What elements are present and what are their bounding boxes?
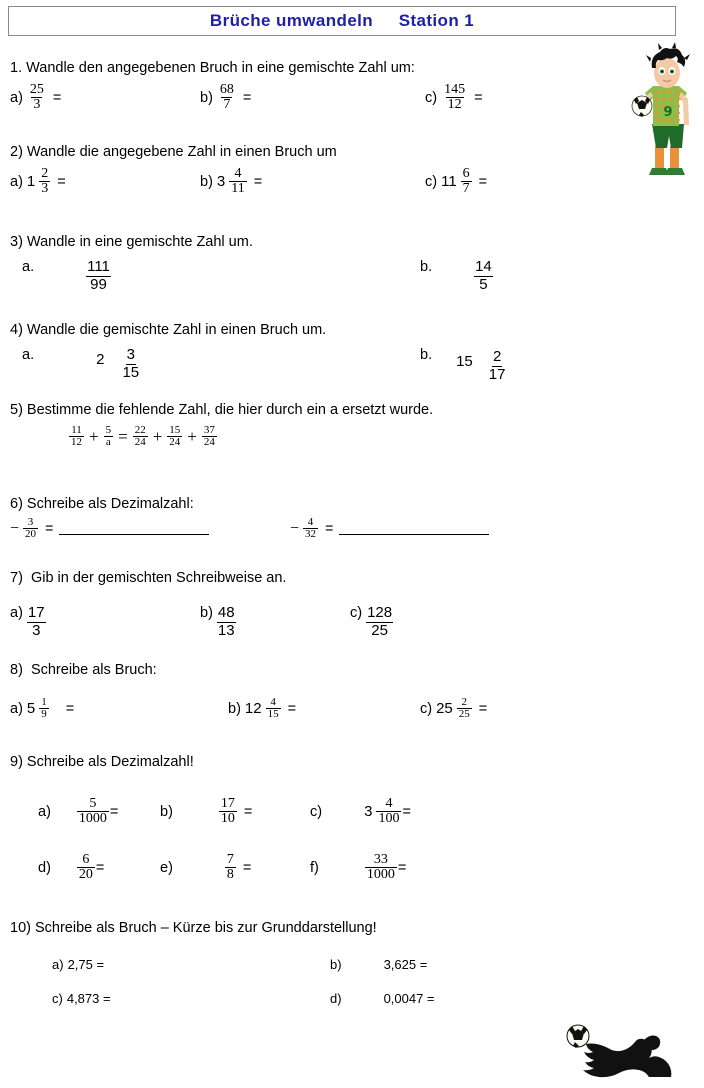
fraction xyxy=(376,797,401,827)
fraction xyxy=(77,797,109,827)
item-label: a. xyxy=(22,347,35,363)
denominator: 12 xyxy=(71,436,82,449)
operator-plus: + xyxy=(89,426,99,446)
task-10-item-c xyxy=(52,991,111,1006)
numerator: 4 xyxy=(385,796,393,811)
task-7-item-c xyxy=(350,605,393,640)
soccer-boy-image xyxy=(628,42,700,188)
denominator: 24 xyxy=(134,436,146,449)
task-1-prompt: 1. Wandle den angegebenen Bruch in eine gemischte Zahl um: xyxy=(10,60,415,76)
equals-sign: = xyxy=(253,173,263,190)
task-7-item-b xyxy=(200,605,236,640)
numerator: 2 xyxy=(41,166,49,181)
equals-sign: = xyxy=(45,520,54,537)
task-5 xyxy=(10,402,433,448)
numerator: 33 xyxy=(373,852,388,867)
item-label: b) xyxy=(160,803,173,820)
denominator: 24 xyxy=(169,436,181,449)
numerator: 2 xyxy=(492,348,502,365)
denominator: 7 xyxy=(462,181,470,197)
fraction xyxy=(27,605,46,640)
fraction xyxy=(23,517,38,540)
task-2-item-a xyxy=(10,167,66,197)
task-2-prompt: 2) Wandle die angegebene Zahl in einen Bruch um xyxy=(10,144,337,160)
denominator: 9 xyxy=(41,708,47,721)
fraction xyxy=(488,349,507,384)
numerator: 48 xyxy=(217,604,235,621)
task-4-prompt: 4) Wandle die gemischte Zahl in einen Bruch um. xyxy=(10,322,327,338)
equals-sign: = xyxy=(243,803,253,820)
task-7-prompt: 7) Gib in der gemischten Schreibweise an. xyxy=(10,570,287,586)
task-6-item-a xyxy=(10,517,209,540)
operator-equals: = xyxy=(118,426,128,446)
numerator: 145 xyxy=(444,82,466,97)
task-9-prompt: 9) Schreibe als Dezimalzahl! xyxy=(10,754,194,770)
numerator: 3 xyxy=(126,346,135,363)
numerator: 111 xyxy=(87,258,110,275)
fraction xyxy=(457,697,472,720)
denominator: 12 xyxy=(447,97,462,113)
task-7-item-a xyxy=(10,605,46,640)
numerator: 5 xyxy=(105,424,112,436)
minus-sign: − xyxy=(290,519,300,537)
task-10-item-a xyxy=(52,957,104,972)
fraction xyxy=(86,259,111,294)
task-3-item-b xyxy=(420,259,493,294)
equals-sign: = xyxy=(52,89,62,106)
numerator: 2 xyxy=(461,696,468,708)
task-4 xyxy=(10,322,670,391)
jersey-number: 9 xyxy=(663,105,673,120)
goalkeeper-silhouette-image xyxy=(548,1018,696,1080)
equals-sign: = xyxy=(57,173,66,190)
denominator: 1000 xyxy=(78,811,107,827)
item-label: f) xyxy=(310,859,319,876)
task-9-item-b xyxy=(160,797,252,827)
item-label: b. xyxy=(420,347,433,363)
task-2-item-c xyxy=(425,167,487,197)
item-label: a) xyxy=(10,89,23,106)
denominator: 25 xyxy=(371,621,388,639)
page-title: Brüche umwandeln Station 1 xyxy=(209,11,475,30)
item-value: 0,0047 = xyxy=(383,991,435,1006)
equals-sign: = xyxy=(95,859,105,876)
answer-blank[interactable] xyxy=(59,523,209,535)
task-2-item-b xyxy=(200,167,262,197)
task-3-prompt: 3) Wandle in eine gemischte Zahl um. xyxy=(10,234,253,250)
item-label: d) xyxy=(330,991,342,1006)
task-9-item-a xyxy=(38,797,118,827)
numerator: 4 xyxy=(307,516,314,528)
task-4-item-b xyxy=(420,347,506,384)
denominator: 20 xyxy=(78,867,93,883)
task-6-prompt: 6) Schreibe als Dezimalzahl: xyxy=(10,496,194,512)
denominator: 3 xyxy=(41,181,49,197)
task-10-prompt: 10) Schreibe als Bruch – Kürze bis zur Grunddarstellung! xyxy=(10,920,377,936)
numerator: 3 xyxy=(27,516,34,528)
whole-number: 11 xyxy=(441,173,457,191)
title-box xyxy=(8,6,676,36)
item-label: c) xyxy=(425,89,438,106)
equals-sign: = xyxy=(397,859,407,876)
denominator: 5 xyxy=(479,275,488,293)
numerator: 6 xyxy=(82,852,90,867)
whole-number: 12 xyxy=(244,700,262,718)
denominator: 10 xyxy=(220,811,235,827)
whole-number: 5 xyxy=(26,700,36,718)
item-label: b) xyxy=(200,89,213,106)
item-value: 2,75 = xyxy=(67,957,105,972)
fraction xyxy=(266,697,281,720)
item-label: b) xyxy=(330,957,342,972)
fraction xyxy=(365,853,397,883)
operator-plus: + xyxy=(187,426,197,446)
denominator: 13 xyxy=(217,621,235,639)
fraction xyxy=(217,605,236,640)
item-label: b) xyxy=(200,605,213,621)
fraction xyxy=(303,517,318,540)
equals-sign: = xyxy=(478,173,488,190)
whole-number: 3 xyxy=(216,173,226,191)
answer-blank[interactable] xyxy=(339,523,489,535)
task-1-item-a xyxy=(10,83,61,113)
item-label: c) xyxy=(52,991,63,1006)
task-1 xyxy=(10,60,673,127)
task-3-item-a xyxy=(22,259,111,294)
task-5-equation xyxy=(68,425,491,448)
whole-number: 1 xyxy=(26,173,36,191)
task-4-item-a xyxy=(22,347,140,382)
numerator: 7 xyxy=(226,852,234,867)
task-9-item-c xyxy=(310,797,411,827)
numerator: 68 xyxy=(219,82,234,97)
fraction xyxy=(218,83,236,113)
item-value: 3,625 = xyxy=(383,957,428,972)
task-2 xyxy=(10,144,670,211)
equals-sign: = xyxy=(242,859,252,876)
item-label: a) xyxy=(10,605,23,621)
item-value: 4,873 = xyxy=(66,991,111,1006)
denominator: 20 xyxy=(25,528,37,541)
fraction xyxy=(225,853,236,883)
numerator: 25 xyxy=(29,82,44,97)
denominator: 99 xyxy=(90,275,107,293)
whole-number: 3 xyxy=(364,803,373,821)
task-10-item-b xyxy=(330,957,427,972)
whole-number: 25 xyxy=(436,700,453,718)
task-9-item-d xyxy=(38,853,104,883)
numerator: 15 xyxy=(169,424,181,436)
task-8-prompt: 8) Schreibe als Bruch: xyxy=(10,662,157,678)
denominator: 32 xyxy=(305,528,317,541)
denominator: 11 xyxy=(231,181,245,197)
equals-sign: = xyxy=(325,520,334,537)
denominator: 100 xyxy=(378,811,400,827)
item-label: b) xyxy=(228,700,241,717)
task-6-item-b xyxy=(290,517,489,540)
item-label: c) xyxy=(350,605,363,621)
item-label: d) xyxy=(38,859,51,876)
numerator: 14 xyxy=(475,258,492,275)
item-label: a) xyxy=(38,803,51,820)
fraction xyxy=(104,425,114,448)
denominator: 17 xyxy=(488,365,506,383)
whole-number: 15 xyxy=(456,353,473,370)
denominator: 24 xyxy=(203,436,215,449)
fraction xyxy=(69,425,84,448)
item-label: a) xyxy=(10,700,23,717)
numerator: 37 xyxy=(203,424,215,436)
task-1-item-b xyxy=(200,83,251,113)
denominator: 8 xyxy=(226,867,234,883)
numerator: 17 xyxy=(220,796,235,811)
numerator: 4 xyxy=(270,696,276,708)
item-label: c) xyxy=(420,700,433,717)
item-label: a. xyxy=(22,259,35,275)
numerator: 11 xyxy=(71,424,82,436)
denominator: 15 xyxy=(122,363,140,381)
minus-sign: − xyxy=(10,519,20,537)
numerator: 17 xyxy=(27,604,45,621)
denominator: a xyxy=(105,436,111,449)
item-label: b. xyxy=(420,259,433,275)
equals-sign: = xyxy=(65,700,75,717)
fraction xyxy=(461,167,472,197)
denominator: 3 xyxy=(32,621,41,639)
task-10 xyxy=(10,920,670,1025)
denominator: 15 xyxy=(267,708,279,721)
task-8-item-a xyxy=(10,697,74,720)
task-9-item-f xyxy=(310,853,406,883)
fraction xyxy=(229,167,246,197)
numerator: 1 xyxy=(41,696,47,708)
task-5-prompt: 5) Bestimme die fehlende Zahl, die hier durch ein a ersetzt wurde. xyxy=(10,402,434,418)
task-6 xyxy=(10,496,670,561)
fraction xyxy=(77,853,95,883)
fraction xyxy=(121,347,140,382)
equals-sign: = xyxy=(242,89,252,106)
operator-plus: + xyxy=(152,426,163,446)
task-10-item-d xyxy=(330,991,435,1006)
task-9-item-e xyxy=(160,853,251,883)
fraction xyxy=(474,259,493,294)
fraction xyxy=(442,83,467,113)
task-9 xyxy=(10,754,670,903)
denominator: 3 xyxy=(33,97,41,113)
equals-sign: = xyxy=(474,89,483,106)
item-label: b) xyxy=(200,173,213,190)
equals-sign: = xyxy=(478,700,488,717)
task-8 xyxy=(10,662,670,741)
item-label: a) xyxy=(10,173,23,190)
item-label: c) xyxy=(310,803,323,820)
numerator: 4 xyxy=(234,166,242,181)
fraction xyxy=(39,167,50,197)
numerator: 6 xyxy=(462,166,470,181)
item-label: c) xyxy=(425,173,438,190)
fraction xyxy=(366,605,393,640)
task-7 xyxy=(10,570,670,649)
equals-sign: = xyxy=(287,700,297,717)
fraction xyxy=(39,697,49,720)
item-label: a) xyxy=(52,957,64,972)
task-1-item-c xyxy=(425,83,483,113)
fraction xyxy=(202,425,217,448)
equals-sign: = xyxy=(402,803,411,820)
fraction xyxy=(167,425,182,448)
task-8-item-c xyxy=(420,697,487,720)
numerator: 5 xyxy=(89,796,97,811)
numerator: 22 xyxy=(134,424,146,436)
fraction xyxy=(219,797,237,827)
denominator: 7 xyxy=(223,97,231,113)
item-label: e) xyxy=(160,859,173,876)
denominator: 25 xyxy=(458,708,470,721)
numerator: 128 xyxy=(367,604,393,621)
equals-sign: = xyxy=(109,803,119,820)
whole-number: 2 xyxy=(96,351,105,368)
fraction xyxy=(133,425,148,448)
denominator: 1000 xyxy=(366,867,395,883)
task-3 xyxy=(10,234,670,303)
fraction xyxy=(28,83,46,113)
task-8-item-b xyxy=(228,697,296,720)
